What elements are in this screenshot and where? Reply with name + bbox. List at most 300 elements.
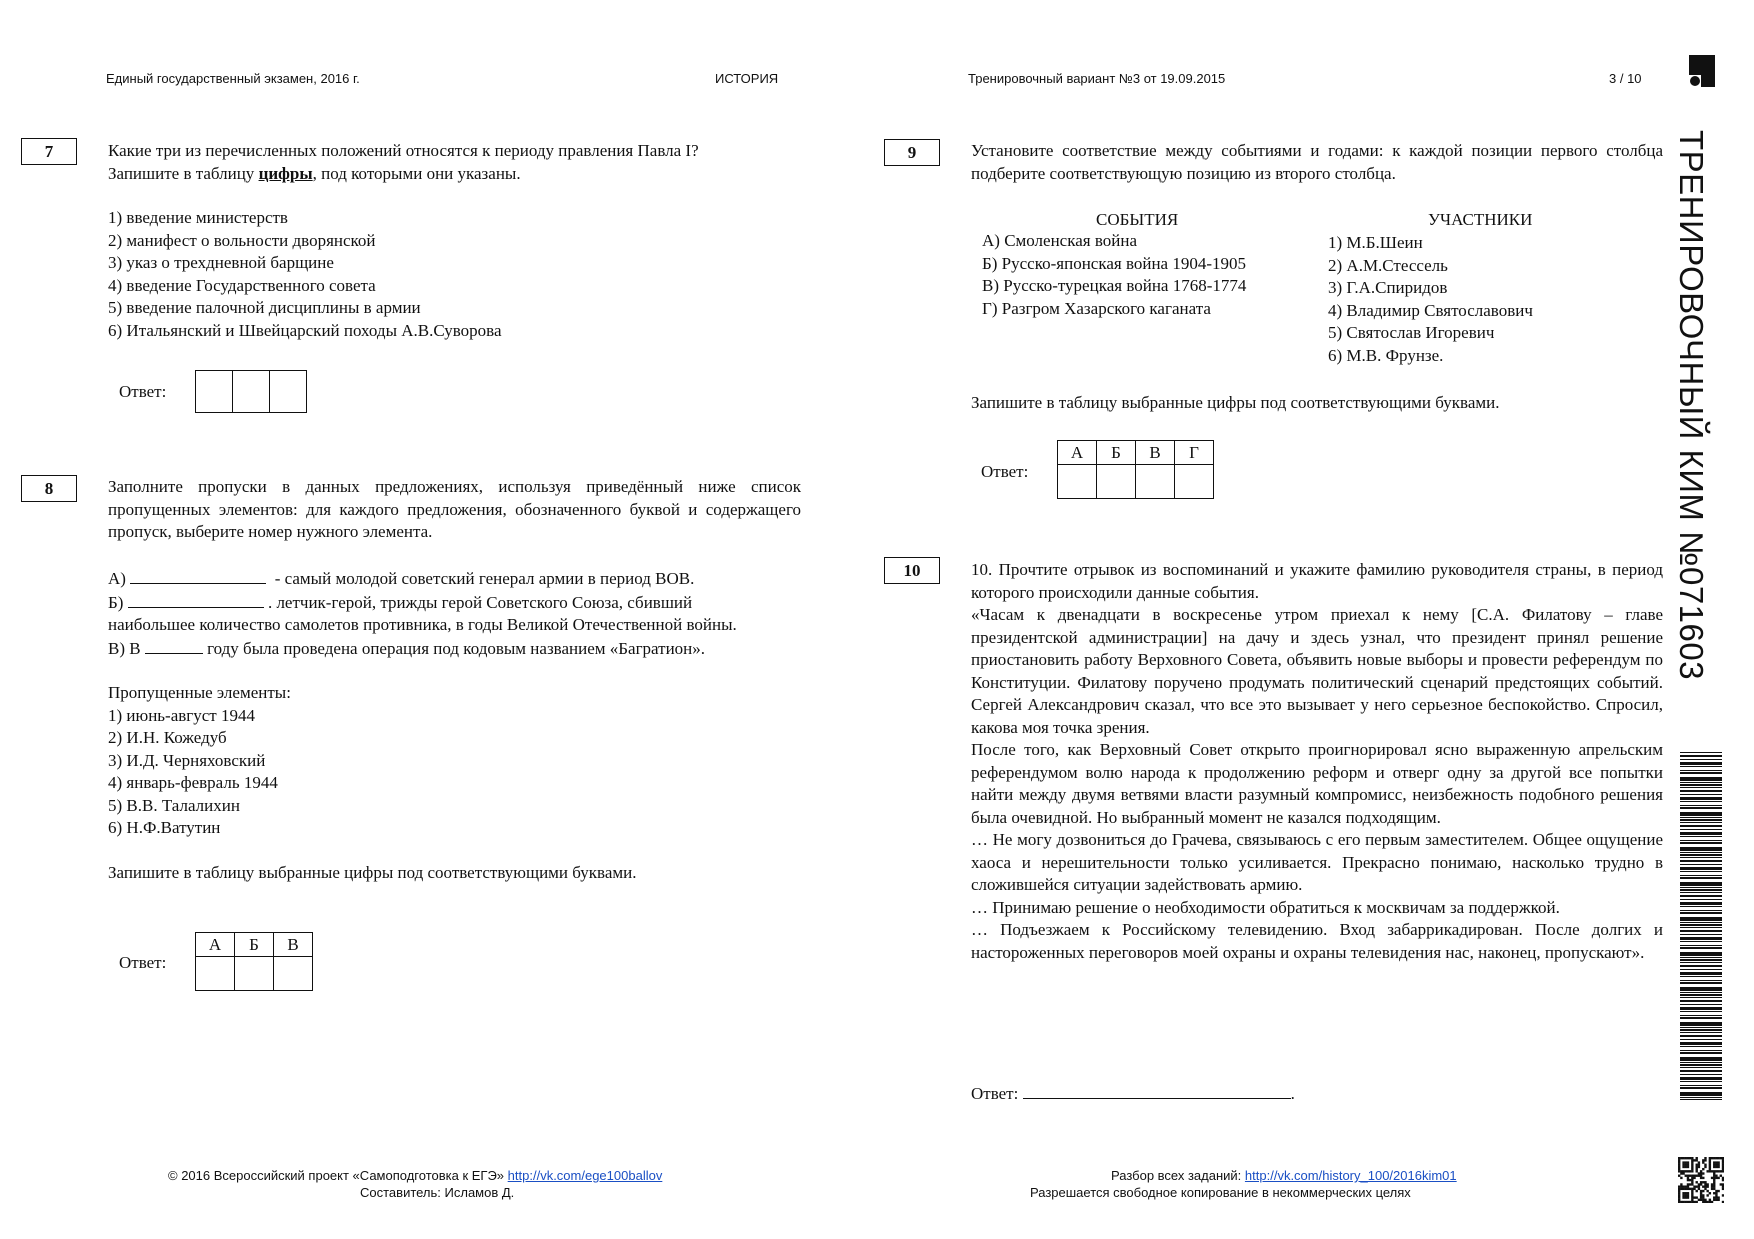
qr-module [1709,1159,1711,1161]
qr-module [1696,1196,1698,1198]
qr-module [1722,1161,1724,1163]
qr-module [1713,1166,1715,1168]
barcode-bar [1680,952,1722,956]
qr-module [1680,1183,1682,1185]
barcode-bar [1680,969,1722,970]
qr-module [1685,1157,1687,1159]
barcode-bar [1680,784,1722,786]
qr-module [1722,1194,1724,1196]
q9-col-header: В [1136,441,1175,465]
barcode-bar [1680,992,1722,993]
qr-module [1687,1157,1689,1159]
q8-sentence-a: А) - самый молодой советский генерал армии в период ВОВ. [108,569,695,588]
qr-module [1696,1175,1698,1177]
barcode-bar [1680,927,1722,928]
barcode-bar [1680,987,1722,991]
qr-module [1722,1159,1724,1161]
barcode-bar [1680,1011,1722,1012]
qr-module [1713,1196,1715,1198]
barcode-bar [1680,1042,1722,1045]
qr-module [1704,1199,1706,1201]
qr-module [1691,1177,1693,1179]
qr-module [1717,1161,1719,1163]
barcode-bar [1680,787,1722,788]
qr-module [1713,1199,1715,1201]
qr-module [1702,1159,1704,1161]
qr-module [1715,1177,1717,1179]
barcode-bar [1680,965,1722,967]
q8-blank-a[interactable] [130,567,266,584]
barcode-bar [1680,1081,1722,1082]
q9-answer-label: Ответ: [981,462,1029,481]
q7-answer-cell[interactable] [196,371,233,413]
qr-module [1696,1159,1698,1161]
qr-module [1713,1188,1715,1190]
barcode-bar [1680,941,1722,942]
qr-module [1713,1185,1715,1187]
qr-module [1696,1181,1698,1183]
barcode-bar [1680,857,1722,858]
qr-module [1698,1183,1700,1185]
qr-module [1700,1183,1702,1185]
q9-participant: 2) А.М.Стессель [1328,255,1448,275]
qr-module [1715,1166,1717,1168]
qr-module [1678,1190,1680,1192]
qr-module [1720,1175,1722,1177]
q8-instruction: Запишите в таблицу выбранные цифры под соответствующими буквами. [108,862,637,882]
qr-module [1713,1161,1715,1163]
barcode-bar [1680,937,1722,940]
barcode-bar [1680,892,1722,893]
barcode-bar [1680,1022,1722,1026]
q7-option: 5) введение палочной дисциплины в армии [108,298,421,317]
barcode-bar [1680,997,1722,998]
barcode-bar [1680,819,1722,821]
barcode-bar [1680,759,1722,760]
qr-module [1704,1157,1706,1159]
qr-module [1713,1175,1715,1177]
q8-col-header: А [196,933,235,957]
barcode-bar [1680,882,1722,886]
qr-module [1713,1179,1715,1181]
footer-left-link[interactable]: http://vk.com/ege100ballov [507,1168,663,1183]
barcode-bar [1680,770,1722,771]
q8-answer-label: Ответ: [119,953,167,972]
qr-module [1700,1175,1702,1177]
qr-module [1722,1170,1724,1172]
qr-module [1682,1172,1684,1174]
qr-module [1691,1159,1693,1161]
qr-module [1687,1177,1689,1179]
qr-module [1711,1177,1713,1179]
qr-module [1691,1168,1693,1170]
q7-option: 4) введение Государственного совета [108,275,376,295]
barcode-bar [1680,1032,1722,1033]
barcode-bar [1680,1067,1722,1068]
barcode-bar [1680,902,1722,905]
qr-module [1691,1188,1693,1190]
barcode-bar [1680,959,1722,961]
barcode-bar [1680,755,1722,757]
barcode-bar [1680,924,1722,926]
qr-module [1715,1190,1717,1192]
q8-blank-b[interactable] [128,591,264,608]
q9-col-header: Б [1097,441,1136,465]
qr-module [1682,1194,1684,1196]
qr-module [1709,1161,1711,1163]
q8-missing-item: 1) июнь-август 1944 [108,705,255,725]
q9-participant: 5) Святослав Игоревич [1328,323,1495,342]
qr-module [1693,1185,1695,1187]
q8-missing-list [108,705,801,840]
barcode-bar [1680,1035,1722,1037]
qr-module [1678,1185,1680,1187]
qr-module [1700,1172,1702,1174]
qr-module [1704,1166,1706,1168]
qr-module [1722,1183,1724,1185]
barcode-bar [1680,812,1722,816]
qr-module [1682,1161,1684,1163]
footer-right-line2: Разрешается свободное копирование в некоммерческих целях [1030,1185,1411,1200]
barcode-bar [1680,801,1722,802]
q8-missing-title: Пропущенные элементы: [108,683,291,702]
qr-module [1696,1157,1698,1159]
qr-module [1722,1179,1724,1181]
qr-module [1713,1192,1715,1194]
q9-instruction: Запишите в таблицу выбранные цифры под соответствующими буквами. [971,393,1500,412]
qr-module [1698,1175,1700,1177]
qr-module [1715,1194,1717,1196]
barcode-bar [1680,1029,1722,1031]
q7-options-list [108,207,803,342]
qr-module [1678,1159,1680,1161]
qr-module [1704,1185,1706,1187]
barcode-bar [1680,864,1722,865]
barcode-bar [1680,1004,1722,1005]
barcode-bar [1680,1099,1722,1100]
qr-module [1691,1161,1693,1163]
qr-module [1722,1166,1724,1168]
q7-option: 1) введение министерств [108,208,288,227]
qr-module [1685,1201,1687,1203]
q9-participant: 6) М.В. Фрунзе. [1328,345,1444,365]
subject-title: ИСТОРИЯ [715,71,779,86]
qr-module [1696,1166,1698,1168]
qr-module [1722,1177,1724,1179]
qr-module [1680,1172,1682,1174]
q7-option: 2) манифест о вольности дворянской [108,230,376,250]
qr-module [1689,1170,1691,1172]
q8-sentences [108,567,801,884]
q10-paragraph-3: … Не могу дозвониться до Грачева, связываюсь с его первым заместителем. Общее ощущение хаоса и нерешительности только усиливается. Прекрасно понимаю, насколько трудно в сложившейся ситуации задействовать армию. [971,830,1663,894]
qr-module [1685,1170,1687,1172]
q9-event: Г) Разгром Хазарского каганата [982,298,1211,318]
barcode-bar [1680,906,1722,907]
barcode-bar [1680,972,1722,975]
qr-module [1700,1181,1702,1183]
q8-answer-cell[interactable] [196,957,235,991]
barcode-bar [1680,1070,1722,1072]
barcode-bar [1680,1050,1722,1051]
barcode-bar [1680,805,1722,806]
q8-answer-cell[interactable] [274,957,313,991]
qr-module [1702,1177,1704,1179]
qr-module [1685,1164,1687,1166]
barcode [1680,752,1722,1100]
barcode-bar [1680,762,1722,765]
q7-line2: Запишите в таблицу цифры, под которыми они указаны. [108,163,521,183]
qr-module [1693,1177,1695,1179]
qr-module [1713,1157,1715,1159]
qr-module [1711,1188,1713,1190]
qr-module [1696,1168,1698,1170]
qr-module [1722,1168,1724,1170]
qr-module [1698,1161,1700,1163]
qr-module [1704,1188,1706,1190]
footer-left-line2: Составитель: Исламов Д. [360,1185,515,1200]
qr-module [1722,1157,1724,1159]
qr-module [1691,1192,1693,1194]
qr-module [1720,1170,1722,1172]
qr-module [1691,1175,1693,1177]
question-7-text [108,140,803,342]
qr-module [1685,1188,1687,1190]
barcode-bar [1680,752,1722,753]
barcode-bar [1680,867,1722,870]
qr-module [1713,1172,1715,1174]
qr-module [1717,1157,1719,1159]
qr-module [1680,1201,1682,1203]
q7-option: 6) Итальянский и Швейцарский походы А.В.Суворова [108,320,502,340]
qr-module [1702,1190,1704,1192]
qr-module [1678,1166,1680,1168]
qr-module [1704,1159,1706,1161]
qr-module [1685,1192,1687,1194]
qr-module [1717,1166,1719,1168]
qr-module [1711,1183,1713,1185]
barcode-bar [1680,976,1722,977]
qr-module [1678,1196,1680,1198]
q8-sentence-b: Б) . летчик-герой, трижды герой Советского Союза, сбивший [108,592,693,612]
barcode-bar [1680,1087,1722,1089]
qr-module [1698,1166,1700,1168]
qr-module [1687,1175,1689,1177]
barcode-bar [1680,1039,1722,1040]
qr-module [1682,1185,1684,1187]
qr-module [1700,1190,1702,1192]
qr-module [1706,1183,1708,1185]
barcode-bar [1680,980,1722,981]
barcode-bar [1680,772,1722,774]
qr-module [1691,1157,1693,1159]
qr-module [1680,1170,1682,1172]
qr-module [1715,1161,1717,1163]
barcode-bar [1680,766,1722,767]
qr-module [1709,1170,1711,1172]
barcode-bar [1680,1007,1722,1010]
qr-module [1691,1201,1693,1203]
qr-module [1717,1177,1719,1179]
barcode-bar [1680,962,1722,963]
qr-module [1693,1196,1695,1198]
barcode-bar [1680,817,1722,818]
qr-module [1704,1181,1706,1183]
barcode-bar [1680,860,1722,862]
qr-module [1702,1181,1704,1183]
barcode-bar [1680,829,1722,830]
qr-module [1722,1164,1724,1166]
q7-answer-table[interactable] [195,370,307,413]
qr-module [1678,1194,1680,1196]
barcode-bar [1680,777,1722,781]
qr-module [1689,1183,1691,1185]
question-number-7: 7 [21,138,77,165]
q8-blank-c[interactable] [145,637,203,654]
qr-module [1691,1164,1693,1166]
barcode-bar [1680,887,1722,888]
q9-answer-cell[interactable] [1058,465,1097,499]
qr-module [1678,1175,1680,1177]
qr-module [1717,1196,1719,1198]
q9-answer-table[interactable] [1057,440,1214,499]
q9-answer-cell[interactable] [1097,465,1136,499]
qr-module [1685,1196,1687,1198]
qr-module [1702,1185,1704,1187]
q9-participant: 3) Г.А.Спиридов [1328,278,1448,297]
qr-module [1691,1196,1693,1198]
qr-module [1682,1201,1684,1203]
barcode-bar [1680,982,1722,984]
barcode-bar [1680,912,1722,914]
barcode-bar [1680,1062,1722,1063]
q9-events-list [982,230,1246,320]
q8-sentence-b-cont: наибольшее количество самолетов противника, в годы Великой Отечественной войны. [108,615,737,634]
q9-answer-cell[interactable] [1136,465,1175,499]
qr-module [1680,1185,1682,1187]
qr-module [1691,1194,1693,1196]
qr-module [1702,1199,1704,1201]
q9-participants-list [1328,232,1533,367]
qr-module [1702,1194,1704,1196]
qr-module [1698,1199,1700,1201]
q7-answer-cell[interactable] [270,371,307,413]
qr-module [1702,1196,1704,1198]
q10-answer: Ответ: . [971,1084,1295,1103]
footer-right-link[interactable]: http://vk.com/history_100/2016kim01 [1244,1168,1457,1183]
barcode-bar [1680,917,1722,921]
q10-answer-line[interactable] [1023,1082,1291,1099]
qr-module [1709,1168,1711,1170]
barcode-bar [1680,1017,1722,1019]
qr-module [1682,1170,1684,1172]
qr-module [1689,1175,1691,1177]
q8-col-header: В [274,933,313,957]
qr-module [1680,1157,1682,1159]
qr-module [1715,1170,1717,1172]
q10-paragraph-4: … Принимаю решение о необходимости обратиться к москвичам за поддержкой. [971,897,1560,917]
qr-module [1709,1157,1711,1159]
q7-line1: Какие три из перечисленных положений относятся к периоду правления Павла I? [108,141,699,160]
qr-module [1706,1170,1708,1172]
qr-module [1722,1201,1724,1203]
qr-module [1691,1181,1693,1183]
qr-module [1682,1188,1684,1190]
q9-intro: Установите соответствие между событиями и годами: к каждой позиции первого столбца подберите соответствующую позицию из второго столбца. [971,141,1663,183]
qr-module [1687,1196,1689,1198]
q8-col-header: Б [235,933,274,957]
qr-module [1713,1170,1715,1172]
footer-left-line1: © 2016 Всероссийский проект «Самоподготовка к ЕГЭ» http://vk.com/ege100ballov [168,1168,663,1183]
q8-answer-table[interactable] [195,932,313,991]
qr-module [1678,1188,1680,1190]
barcode-bar [1680,1027,1722,1028]
qr-module [1720,1157,1722,1159]
q9-participant: 4) Владимир Святославович [1328,300,1533,320]
qr-module [1678,1164,1680,1166]
qr-module [1700,1170,1702,1172]
barcode-bar [1680,852,1722,853]
qr-module [1696,1190,1698,1192]
qr-module [1698,1188,1700,1190]
qr-module [1715,1196,1717,1198]
barcode-bar [1680,794,1722,795]
barcode-bar [1680,840,1722,841]
qr-module [1715,1192,1717,1194]
qr-module [1700,1192,1702,1194]
qr-module [1685,1194,1687,1196]
barcode-bar [1680,1000,1722,1002]
qr-module [1700,1177,1702,1179]
q8-missing-item: 3) И.Д. Черняховский [108,750,266,770]
barcode-bar [1680,822,1722,823]
qr-module [1717,1190,1719,1192]
qr-module [1711,1170,1713,1172]
barcode-bar [1680,1052,1722,1054]
barcode-bar [1680,877,1722,879]
question-number-9: 9 [884,139,940,166]
q8-missing-item: 6) Н.Ф.Ватутин [108,818,221,837]
variant-title: Тренировочный вариант №3 от 19.09.2015 [968,71,1226,86]
qr-module [1687,1201,1689,1203]
q7-answer-label: Ответ: [119,382,167,401]
qr-module [1696,1164,1698,1166]
qr-module [1687,1166,1689,1168]
qr-module [1704,1164,1706,1166]
q9-answer-cell[interactable] [1175,465,1214,499]
qr-module [1691,1183,1693,1185]
qr-module [1680,1188,1682,1190]
qr-module [1689,1188,1691,1190]
barcode-bar [1680,889,1722,891]
qr-module [1687,1164,1689,1166]
qr-module [1696,1185,1698,1187]
qr-module [1678,1157,1680,1159]
barcode-bar [1680,930,1722,932]
q7-answer-cell[interactable] [233,371,270,413]
q8-answer-cell[interactable] [235,957,274,991]
qr-module [1687,1170,1689,1172]
qr-module [1693,1175,1695,1177]
qr-module [1715,1199,1717,1201]
qr-module [1678,1192,1680,1194]
qr-code [1678,1157,1724,1203]
barcode-bar [1680,910,1722,911]
barcode-bar [1680,1077,1722,1080]
barcode-bar [1680,945,1722,946]
barcode-bar [1680,807,1722,809]
qr-module [1709,1199,1711,1201]
q9-participant: 1) М.Б.Шеин [1328,233,1423,252]
